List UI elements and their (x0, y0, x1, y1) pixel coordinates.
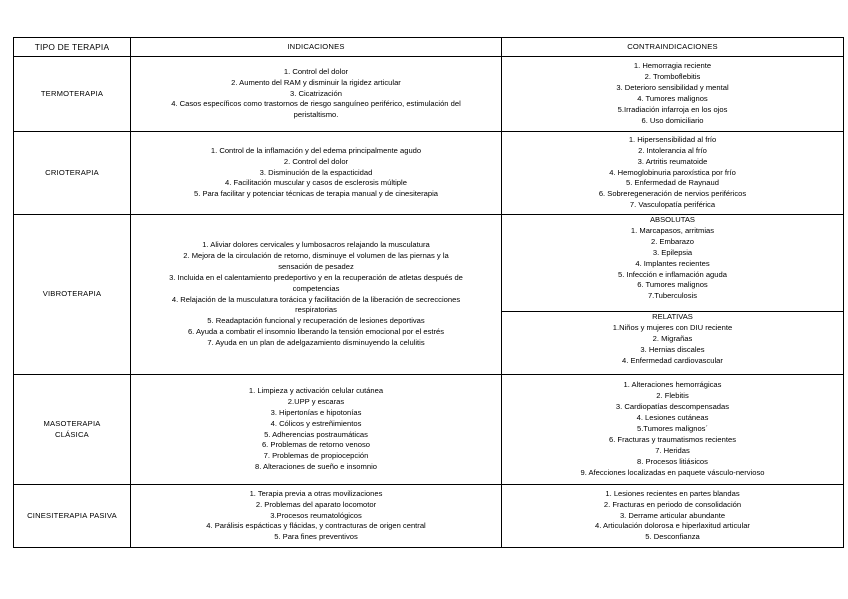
therapy-name: CINESITERAPIA PASIVA (14, 485, 131, 548)
list-item: 5. Infección e inflamación aguda (618, 269, 727, 279)
table-row (14, 132, 844, 215)
list-item: 1. Hemorragia reciente (633, 61, 712, 71)
list-item: 6. Problemas de retorno venoso (261, 440, 371, 450)
therapy-table (13, 37, 844, 548)
list-item: 1. Hipersensibilidad al frío (628, 134, 717, 144)
therapy-name: TERMOTERAPIA (14, 57, 131, 132)
list-item: 3. Hipertonías e hipotonías (270, 407, 362, 417)
therapy-name: CRIOTERAPIA (14, 132, 131, 215)
list-item: 6. Sobreregeneración de nervios periféricos (598, 189, 747, 199)
contraindicaciones-cell (502, 57, 844, 132)
header-contraindicaciones: CONTRAINDICACIONES (502, 38, 844, 57)
table-row (14, 375, 844, 485)
table-row (14, 215, 844, 375)
list-item: 6. Uso domiciliario (641, 115, 704, 125)
list-item: 2. Fracturas en periodo de consolidación (603, 499, 742, 509)
list-item: sensación de pesadez (278, 261, 354, 271)
list-item: 1. Alteraciones hemorrágicas (623, 380, 722, 390)
list-item: 7. Heridas (655, 445, 690, 455)
list-item: 1. Terapia previa a otras movilizaciones (249, 488, 383, 498)
list-item: 8. Alteraciones de sueño e insomnio (254, 462, 377, 472)
section-title: RELATIVAS (652, 312, 693, 321)
list-item: 3. Incluida en el calentamiento predeportivo y en la recuperación de atletas después de (169, 272, 463, 282)
list-item: 5.Irradiación infarroja en los ojos (617, 104, 728, 114)
absolutas-section (502, 215, 843, 312)
list-item: 5. Adherencias postraumáticas (264, 429, 368, 439)
list-item: 6. Tumores malignos (637, 280, 708, 290)
list-item: 7.Tuberculosis (647, 291, 698, 301)
list-item: 4. Lesiones cutáneas (636, 413, 709, 423)
contraindicaciones-cell (502, 132, 844, 215)
list-item: 4. Casos específicos como trastornos de riesgo sanguíneo periférico, estimulación del (171, 99, 461, 109)
list-item: 2. Mejora de la circulación de retorno, disminuye el volumen de las piernas y la (183, 250, 449, 260)
list-item: respiratorias (295, 305, 337, 315)
list-item: 2. Aumento del RAM y disminuir la rigidez articular (231, 77, 401, 87)
indicaciones-cell (131, 215, 502, 375)
contraindicaciones-cell (502, 375, 844, 485)
list-item: 5. Desconfianza (645, 532, 700, 542)
list-item: 7. Vasculopatía periférica (629, 200, 716, 210)
list-item: 9. Afecciones localizadas en paquete vásculo-nervioso (580, 467, 765, 477)
list-item: 6. Ayuda a combatir el insomnio liberando la tensión emocional por el estrés (187, 327, 445, 337)
contraindicaciones-cell (502, 215, 844, 375)
therapy-name-line: CLÁSICA (55, 429, 89, 439)
list-item: 3. Cardiopatías descompensadas (615, 402, 730, 412)
list-item: 5. Readaptación funcional y recuperación de lesiones deportivas (207, 316, 425, 326)
list-item: 7. Ayuda en un plan de adelgazamiento disminuyendo la celulitis (207, 338, 425, 348)
list-item: 4. Tumores malignos (637, 94, 708, 103)
list-item: 4. Articulación dolorosa e hiperlaxitud articular (595, 521, 750, 531)
list-item: 2. Migrañas (652, 333, 693, 343)
indicaciones-cell (131, 375, 502, 485)
list-item: 7. Problemas de propiocepción (263, 451, 369, 461)
list-item: 4. Facilitación muscular y casos de esclerosis múltiple (225, 178, 407, 188)
list-item: 2. Problemas del aparato locomotor (255, 499, 377, 509)
list-item: 1. Limpieza y activación celular cutánea (248, 385, 384, 395)
list-item: 3. Hernias discales (640, 344, 705, 354)
list-item: 3. Artritis reumatoide (637, 156, 708, 166)
list-item: 3. Disminución de la espacticidad (259, 167, 373, 177)
list-item: 3.Procesos reumatológicos (270, 510, 362, 520)
list-item: 4. Relajación de la musculatura torácica y facilitación de la liberación de secrecciones (171, 294, 461, 304)
table-row (14, 485, 844, 548)
list-item: 3. Deterioro sensibilidad y mental (616, 83, 729, 93)
list-item: peristaltismo. (293, 110, 339, 120)
list-item: 4. Enfermedad cardiovascular (622, 355, 723, 365)
list-item: 1. Aliviar dolores cervicales y lumbosacros relajando la musculatura (202, 239, 430, 249)
list-item: 8. Procesos litiásicos (637, 456, 708, 466)
list-item: 6. Fracturas y traumatismos recientes (608, 434, 737, 444)
list-item: 3. Cicatrización (290, 88, 342, 98)
therapy-name (14, 375, 131, 485)
list-item: 1. Control de la inflamación y del edema principalmente agudo (210, 145, 422, 155)
list-item: 3. Derrame articular abundante (619, 510, 726, 520)
header-row (14, 38, 844, 57)
list-item: 1. Lesiones recientes en partes blandas (605, 488, 740, 498)
list-item: competencias (292, 283, 340, 293)
list-item: 2. Embarazo (650, 236, 695, 246)
list-item: 1. Marcapasos, arritmias (630, 225, 715, 235)
list-item: 5.Tumores malignos´ (636, 424, 709, 434)
list-item: 1. Control del dolor (283, 66, 349, 76)
contraindicaciones-cell (502, 485, 844, 548)
list-item: 5. Para facilitar y potenciar técnicas de terapia manual y de cinesiterapia (194, 189, 438, 199)
list-item: 4. Implantes recientes (635, 258, 710, 268)
header-tipo: TIPO DE TERAPIA (14, 38, 131, 57)
relativas-section (502, 312, 843, 374)
list-item: 1.Niños y mujeres con DIU reciente (612, 322, 733, 332)
list-item: 3. Epilepsia (652, 247, 693, 257)
section-title: ABSOLUTAS (649, 215, 695, 224)
indicaciones-cell (131, 57, 502, 132)
therapy-name: VIBROTERAPIA (14, 215, 131, 375)
list-item: 5. Enfermedad de Raynaud (626, 178, 719, 188)
list-item: 2. Tromboflebitis (644, 72, 701, 82)
indicaciones-cell (131, 132, 502, 215)
list-item: 2.UPP y escaras (287, 396, 345, 406)
list-item: 2. Intolerancia al frío (638, 145, 707, 155)
list-item: 4. Cólicos y estreñimientos (270, 418, 362, 428)
indicaciones-cell (131, 485, 502, 548)
list-item: 5. Para fines preventivos (274, 532, 358, 542)
list-item: 2. Flebitis (656, 391, 689, 401)
list-item: 4. Hemoglobinuria paroxística por frío (609, 167, 736, 177)
therapy-name-line: MASOTERAPIA (43, 418, 101, 428)
header-indicaciones: INDICACIONES (131, 38, 502, 57)
table-row (14, 57, 844, 132)
list-item: 4. Parálisis espácticas y flácidas, y contracturas de origen central (206, 521, 426, 531)
list-item: 2. Control del dolor (283, 156, 349, 166)
